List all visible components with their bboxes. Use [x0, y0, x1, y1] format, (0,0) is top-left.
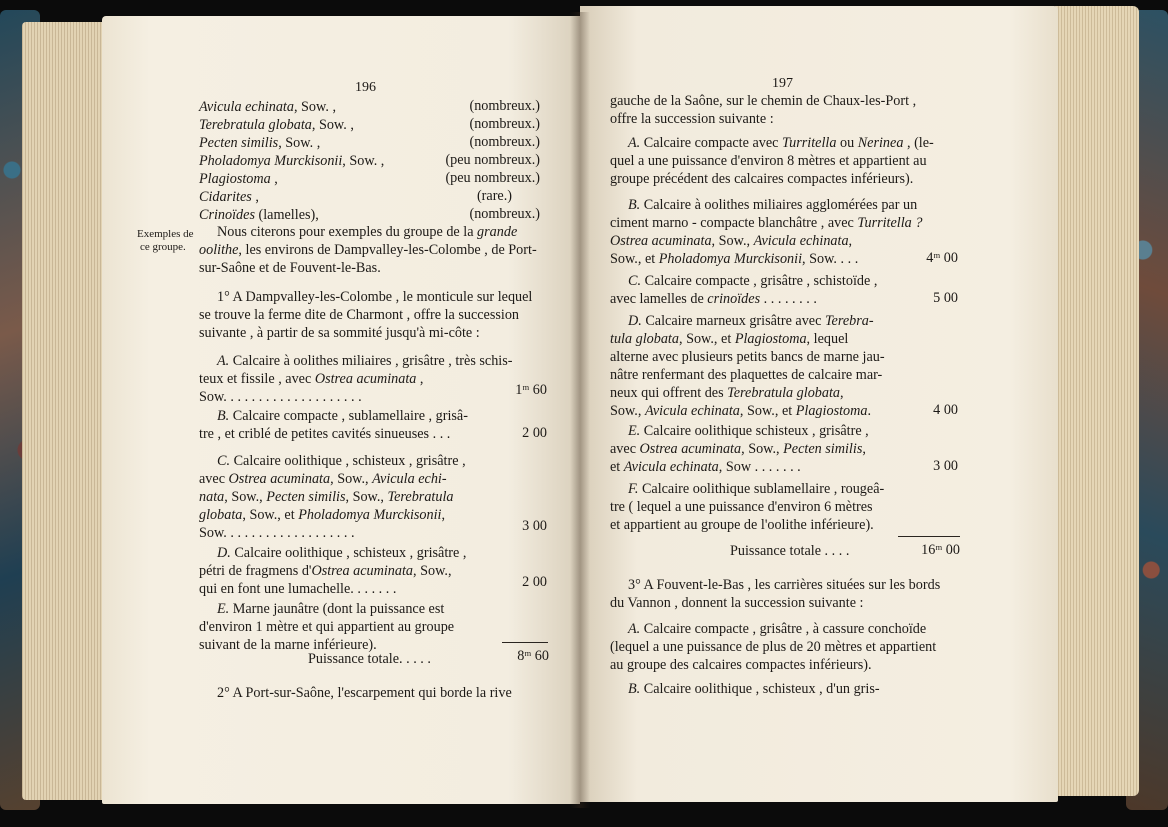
- species-name: Pholadomya Murckisonii: [199, 153, 343, 169]
- margin-note: ce groupe.: [140, 241, 186, 253]
- species-abundance: (nombreux.): [469, 98, 540, 114]
- text-line: du Vannon , donnent la succession suivante :: [610, 595, 864, 611]
- text-line: E. Marne jaunâtre (dont la puissance est: [217, 601, 445, 617]
- text-line: gauche de la Saône, sur le chemin de Chaux-les-Port ,: [610, 93, 917, 109]
- thickness-value: 2 00: [522, 425, 547, 441]
- text-line: nata, Sow., Pecten similis, Sow., Terebratula: [199, 489, 454, 505]
- text-line: qui en font une lumachelle. . . . . . .: [199, 581, 397, 597]
- species-row: Pholadomya Murckisonii, Sow. ,: [199, 153, 385, 169]
- total-value: 16ᵐ 00: [921, 542, 960, 558]
- text-line: au groupe des calcaires compactes inférieurs).: [610, 657, 872, 673]
- text-line: et appartient au groupe de l'oolithe inférieure).: [610, 517, 874, 533]
- text-line: D. Calcaire marneux grisâtre avec Terebra-: [628, 313, 874, 329]
- text-line: Sow. . . . . . . . . . . . . . . . . . . .: [199, 389, 362, 405]
- text-line: Nous citerons pour exemples du groupe de la grande: [217, 224, 518, 240]
- text-line: tre ( lequel a une puissance d'environ 6 mètres: [610, 499, 873, 515]
- text-line: avec Ostrea acuminata, Sow., Avicula echi-: [199, 471, 447, 487]
- total-label: Puissance totale . . . .: [730, 543, 850, 559]
- species-abundance: (rare.): [476, 188, 512, 204]
- text-line: globata, Sow., et Pholadomya Murckisonii,: [199, 507, 446, 523]
- thickness-value: 4 00: [933, 402, 958, 418]
- book-gutter: [570, 12, 590, 808]
- thickness-value: 2 00: [522, 574, 547, 590]
- text-line: 2° A Port-sur-Saône, l'escarpement qui borde la rive: [217, 685, 512, 701]
- text-line: teux et fissile , avec Ostrea acuminata ,: [199, 371, 424, 387]
- text-line: d'environ 1 mètre et qui appartient au groupe: [199, 619, 455, 635]
- sum-rule: [898, 536, 960, 537]
- thickness-value: 5 00: [933, 290, 958, 306]
- species-row: Cidarites ,: [199, 189, 259, 205]
- text-line: alterne avec plusieurs petits bancs de marne jau-: [610, 349, 885, 365]
- margin-note: Exemples de: [137, 228, 194, 240]
- text-line: Sow., Avicula echinata, Sow., et Plagiostoma.: [610, 403, 872, 419]
- right-page: [580, 6, 1058, 802]
- text-line: Sow., et Pholadomya Murckisonii, Sow. . . .: [610, 251, 859, 267]
- species-name: Terebratula globata: [199, 117, 312, 133]
- text-line: nâtre renfermant des plaquettes de calcaire mar-: [610, 367, 883, 383]
- text-line: D. Calcaire oolithique , schisteux , grisâtre ,: [217, 545, 467, 561]
- species-abundance: (nombreux.): [469, 206, 540, 222]
- text-line: quel a une puissance d'environ 8 mètres et appartient au: [610, 153, 927, 169]
- text-line: C. Calcaire oolithique , schisteux , grisâtre ,: [217, 453, 466, 469]
- species-abundance: (peu nombreux.): [445, 170, 540, 186]
- text-line: B. Calcaire oolithique , schisteux , d'un gris-: [628, 681, 880, 697]
- thickness-value: 1ᵐ 60: [515, 382, 547, 398]
- text-line: oolithe, les environs de Dampvalley-les-Colombe , de Port-: [199, 242, 537, 258]
- species-abundance: (nombreux.): [469, 116, 540, 132]
- species-row: Plagiostoma ,: [199, 171, 278, 187]
- text-line: B. Calcaire compacte , sublamellaire , grisâ-: [217, 408, 468, 424]
- page-number: 196: [355, 80, 376, 95]
- total-value: 8ᵐ 60: [517, 648, 549, 664]
- text-line: (lequel a une puissance de plus de 20 mètres et appartient: [610, 639, 937, 655]
- text-line: A. Calcaire compacte avec Turritella ou Nerinea , (le-: [628, 135, 934, 151]
- species-row: Crinoïdes (lamelles),: [199, 207, 319, 223]
- text-line: neux qui offrent des Terebratula globata,: [610, 385, 844, 401]
- text-line: F. Calcaire oolithique sublamellaire , rougeâ-: [628, 481, 885, 497]
- text-line: tula globata, Sow., et Plagiostoma, lequel: [610, 331, 849, 347]
- text-line: se trouve la ferme dite de Charmont , offre la succession: [199, 307, 520, 323]
- species-row: Pecten similis, Sow. ,: [199, 135, 321, 151]
- species-name: Crinoïdes: [199, 207, 255, 223]
- text-line: 1° A Dampvalley-les-Colombe , le monticule sur lequel: [217, 289, 533, 305]
- sum-rule: [502, 642, 548, 643]
- text-line: A. Calcaire compacte , grisâtre , à cassure conchoïde: [628, 621, 927, 637]
- text-line: 3° A Fouvent-le-Bas , les carrières situées sur les bords: [628, 577, 941, 593]
- species-row: Avicula echinata, Sow. ,: [199, 99, 336, 115]
- species-row: Terebratula globata, Sow. ,: [199, 117, 354, 133]
- text-line: B. Calcaire à oolithes miliaires agglomérées par un: [628, 197, 918, 213]
- total-label: Puissance totale. . . . .: [308, 651, 431, 667]
- page-edges-left: [22, 22, 108, 800]
- text-line: suivante , à partir de sa sommité jusqu'à mi-côte :: [199, 325, 480, 341]
- left-page: [102, 16, 580, 804]
- text-line: Ostrea acuminata, Sow., Avicula echinata,: [610, 233, 853, 249]
- text-line: avec lamelles de crinoïdes . . . . . . . .: [610, 291, 817, 307]
- text-line: C. Calcaire compacte , grisâtre , schistoïde ,: [628, 273, 878, 289]
- thickness-value: 4ᵐ 00: [926, 250, 958, 266]
- text-line: pétri de fragmens d'Ostrea acuminata, Sow.,: [199, 563, 452, 579]
- page-number: 197: [772, 76, 793, 91]
- text-line: Sow. . . . . . . . . . . . . . . . . . .: [199, 525, 355, 541]
- species-abundance: (peu nombreux.): [445, 152, 540, 168]
- species-name: Avicula echinata: [199, 99, 294, 115]
- species-abundance: (nombreux.): [469, 134, 540, 150]
- text-line: offre la succession suivante :: [610, 111, 774, 127]
- species-name: Pecten similis: [199, 135, 279, 151]
- thickness-value: 3 00: [933, 458, 958, 474]
- thickness-value: 3 00: [522, 518, 547, 534]
- text-line: suivant de la marne inférieure).: [199, 637, 377, 653]
- page-edges-right: [1055, 6, 1139, 796]
- text-line: tre , et criblé de petites cavités sinueuses . . .: [199, 426, 451, 442]
- species-name: Plagiostoma: [199, 171, 271, 187]
- text-line: et Avicula echinata, Sow . . . . . . .: [610, 459, 801, 475]
- text-line: sur-Saône et de Fouvent-le-Bas.: [199, 260, 381, 276]
- text-line: E. Calcaire oolithique schisteux , grisâtre ,: [628, 423, 869, 439]
- species-name: Cidarites: [199, 189, 252, 205]
- text-line: groupe précédent des calcaires compactes inférieurs).: [610, 171, 914, 187]
- text-line: avec Ostrea acuminata, Sow., Pecten similis,: [610, 441, 866, 457]
- text-line: ciment marno - compacte blanchâtre , avec Turritella ?: [610, 215, 923, 231]
- text-line: A. Calcaire à oolithes miliaires , grisâtre , très schis-: [217, 353, 513, 369]
